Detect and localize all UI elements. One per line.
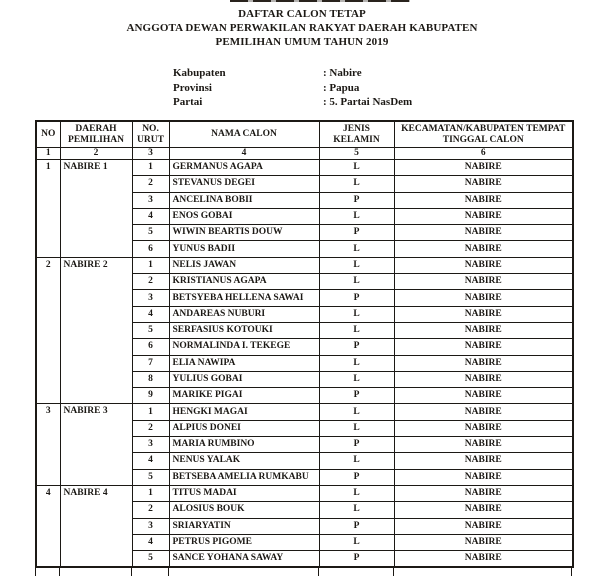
no-urut-cell: 1	[132, 257, 169, 273]
no-urut-cell: 5	[132, 551, 169, 568]
jenis-kelamin-cell: L	[319, 274, 394, 290]
table-continuation-stub	[318, 566, 319, 576]
jenis-kelamin-cell: P	[319, 290, 394, 306]
no-urut-cell: 8	[132, 371, 169, 387]
no-urut-cell: 4	[132, 453, 169, 469]
tempat-tinggal-cell: NABIRE	[394, 388, 573, 404]
nama-calon-cell: MARIKE PIGAI	[169, 388, 319, 404]
column-number-row	[36, 148, 573, 160]
column-number: 4	[169, 148, 319, 160]
jenis-kelamin-cell: L	[319, 355, 394, 371]
tempat-tinggal-cell: NABIRE	[394, 192, 573, 208]
nama-calon-cell: HENGKI MAGAI	[169, 404, 319, 420]
jenis-kelamin-cell: L	[319, 502, 394, 518]
jenis-kelamin-cell: L	[319, 404, 394, 420]
tempat-tinggal-cell: NABIRE	[394, 453, 573, 469]
daerah-pemilihan-cell: NABIRE 3	[60, 404, 132, 485]
column-number: 3	[132, 148, 169, 160]
tempat-tinggal-cell: NABIRE	[394, 420, 573, 436]
tempat-tinggal-cell: NABIRE	[394, 322, 573, 338]
nama-calon-cell: NELIS JAWAN	[169, 257, 319, 273]
table-continuation-stub	[168, 566, 169, 576]
nama-calon-cell: YUNUS BADII	[169, 241, 319, 257]
jenis-kelamin-cell: P	[319, 551, 394, 568]
no-urut-cell: 3	[132, 290, 169, 306]
column-header-no-urut: NO. URUT	[132, 121, 169, 148]
tempat-tinggal-cell: NABIRE	[394, 551, 573, 568]
no-urut-cell: 3	[132, 437, 169, 453]
daerah-pemilihan-cell: NABIRE 2	[60, 257, 132, 404]
jenis-kelamin-cell: L	[319, 322, 394, 338]
column-header-jenis-kelamin: JENIS KELAMIN	[319, 121, 394, 148]
tempat-tinggal-cell: NABIRE	[394, 437, 573, 453]
column-number: 1	[36, 148, 60, 160]
nama-calon-cell: STEVANUS DEGEI	[169, 176, 319, 192]
no-cell: 1	[36, 160, 60, 258]
jenis-kelamin-cell: P	[319, 437, 394, 453]
no-urut-cell: 9	[132, 388, 169, 404]
nama-calon-cell: ENOS GOBAI	[169, 208, 319, 224]
column-header-daerah-pemilihan: DAERAH PEMILIHAN	[60, 121, 132, 148]
nama-calon-cell: ANCELINA BOBII	[169, 192, 319, 208]
nama-calon-cell: YULIUS GOBAI	[169, 371, 319, 387]
no-cell: 2	[36, 257, 60, 404]
nama-calon-cell: TITUS MADAI	[169, 485, 319, 501]
jenis-kelamin-cell: L	[319, 208, 394, 224]
table-row	[36, 404, 573, 420]
no-cell: 4	[36, 485, 60, 567]
tempat-tinggal-cell: NABIRE	[394, 225, 573, 241]
nama-calon-cell: GERMANUS AGAPA	[169, 160, 319, 176]
tempat-tinggal-cell: NABIRE	[394, 371, 573, 387]
jenis-kelamin-cell: P	[319, 225, 394, 241]
no-urut-cell: 4	[132, 306, 169, 322]
jenis-kelamin-cell: L	[319, 257, 394, 273]
jenis-kelamin-cell: L	[319, 534, 394, 550]
no-urut-cell: 7	[132, 355, 169, 371]
column-number: 6	[394, 148, 573, 160]
tempat-tinggal-cell: NABIRE	[394, 469, 573, 485]
jenis-kelamin-cell: L	[319, 160, 394, 176]
info-row-partai	[173, 95, 412, 110]
daerah-pemilihan-cell: NABIRE 4	[60, 485, 132, 567]
cutoff-text-fragment	[230, 0, 410, 2]
nama-calon-cell: PETRUS PIGOME	[169, 534, 319, 550]
nama-calon-cell: KRISTIANUS AGAPA	[169, 274, 319, 290]
tempat-tinggal-cell: NABIRE	[394, 534, 573, 550]
no-urut-cell: 2	[132, 274, 169, 290]
candidate-table	[35, 120, 574, 568]
no-urut-cell: 6	[132, 339, 169, 355]
no-urut-cell: 5	[132, 322, 169, 338]
table-row	[36, 160, 573, 176]
nama-calon-cell: WIWIN BEARTIS DOUW	[169, 225, 319, 241]
no-urut-cell: 4	[132, 208, 169, 224]
info-value-partai: : 5. Partai NasDem	[323, 96, 413, 108]
info-label-partai: Partai	[173, 96, 203, 108]
table-continuation-stub	[35, 566, 36, 576]
table-continuation-stub	[131, 566, 132, 576]
jenis-kelamin-cell: L	[319, 371, 394, 387]
column-header-no: NO	[36, 121, 60, 148]
no-urut-cell: 1	[132, 160, 169, 176]
info-row-kabupaten	[173, 66, 412, 81]
info-label-provinsi: Provinsi	[173, 81, 212, 94]
info-label-kabupaten: Kabupaten	[173, 67, 226, 79]
document-title	[0, 7, 604, 49]
column-header-nama-calon: NAMA CALON	[169, 121, 319, 148]
jenis-kelamin-cell: L	[319, 453, 394, 469]
no-urut-cell: 2	[132, 176, 169, 192]
nama-calon-cell: BETSEBA AMELIA RUMKABU	[169, 469, 319, 485]
jenis-kelamin-cell: P	[319, 192, 394, 208]
no-urut-cell: 1	[132, 485, 169, 501]
no-urut-cell: 1	[132, 404, 169, 420]
column-number: 5	[319, 148, 394, 160]
nama-calon-cell: SANCE YOHANA SAWAY	[169, 551, 319, 568]
no-cell: 3	[36, 404, 60, 485]
nama-calon-cell: SERFASIUS KOTOUKI	[169, 322, 319, 338]
jenis-kelamin-cell: P	[319, 388, 394, 404]
no-urut-cell: 3	[132, 518, 169, 534]
tempat-tinggal-cell: NABIRE	[394, 404, 573, 420]
nama-calon-cell: ALPIUS DONEI	[169, 420, 319, 436]
no-urut-cell: 2	[132, 420, 169, 436]
daerah-pemilihan-cell: NABIRE 1	[60, 160, 132, 258]
tempat-tinggal-cell: NABIRE	[394, 518, 573, 534]
table-continuation-stub	[571, 566, 572, 576]
tempat-tinggal-cell: NABIRE	[394, 485, 573, 501]
info-row-provinsi	[173, 81, 412, 96]
no-urut-cell: 5	[132, 469, 169, 485]
info-value-provinsi: : Papua	[323, 81, 360, 94]
jenis-kelamin-cell: P	[319, 518, 394, 534]
tempat-tinggal-cell: NABIRE	[394, 257, 573, 273]
nama-calon-cell: SRIARYATIN	[169, 518, 319, 534]
no-urut-cell: 4	[132, 534, 169, 550]
tempat-tinggal-cell: NABIRE	[394, 274, 573, 290]
tempat-tinggal-cell: NABIRE	[394, 355, 573, 371]
jenis-kelamin-cell: L	[319, 241, 394, 257]
jenis-kelamin-cell: L	[319, 306, 394, 322]
document-info	[173, 66, 412, 110]
title-line-3: PEMILIHAN UMUM TAHUN 2019	[215, 36, 389, 48]
column-header-kecamatan-kabupaten: KECAMATAN/KABUPATEN TEMPAT TINGGAL CALON	[394, 121, 573, 148]
column-number: 2	[60, 148, 132, 160]
nama-calon-cell: NENUS YALAK	[169, 453, 319, 469]
table-continuation-stub	[59, 566, 60, 576]
tempat-tinggal-cell: NABIRE	[394, 208, 573, 224]
nama-calon-cell: ELIA NAWIPA	[169, 355, 319, 371]
tempat-tinggal-cell: NABIRE	[394, 241, 573, 257]
nama-calon-cell: NORMALINDA I. TEKEGE	[169, 339, 319, 355]
title-line-1: DAFTAR CALON TETAP	[238, 8, 366, 20]
table-header-row	[36, 121, 573, 148]
table-row	[36, 257, 573, 273]
nama-calon-cell: BETSYEBA HELLENA SAWAI	[169, 290, 319, 306]
jenis-kelamin-cell: P	[319, 469, 394, 485]
title-line-2: ANGGOTA DEWAN PERWAKILAN RAKYAT DAERAH KABUPATEN	[126, 22, 478, 34]
nama-calon-cell: ALOSIUS BOUK	[169, 502, 319, 518]
tempat-tinggal-cell: NABIRE	[394, 306, 573, 322]
tempat-tinggal-cell: NABIRE	[394, 176, 573, 192]
jenis-kelamin-cell: L	[319, 485, 394, 501]
info-value-kabupaten: : Nabire	[323, 67, 362, 79]
no-urut-cell: 3	[132, 192, 169, 208]
nama-calon-cell: ANDAREAS NUBURI	[169, 306, 319, 322]
tempat-tinggal-cell: NABIRE	[394, 160, 573, 176]
no-urut-cell: 2	[132, 502, 169, 518]
jenis-kelamin-cell: L	[319, 176, 394, 192]
jenis-kelamin-cell: P	[319, 339, 394, 355]
jenis-kelamin-cell: L	[319, 420, 394, 436]
no-urut-cell: 5	[132, 225, 169, 241]
nama-calon-cell: MARIA RUMBINO	[169, 437, 319, 453]
tempat-tinggal-cell: NABIRE	[394, 290, 573, 306]
tempat-tinggal-cell: NABIRE	[394, 339, 573, 355]
no-urut-cell: 6	[132, 241, 169, 257]
table-row	[36, 485, 573, 501]
table-continuation-stub	[393, 566, 394, 576]
tempat-tinggal-cell: NABIRE	[394, 502, 573, 518]
